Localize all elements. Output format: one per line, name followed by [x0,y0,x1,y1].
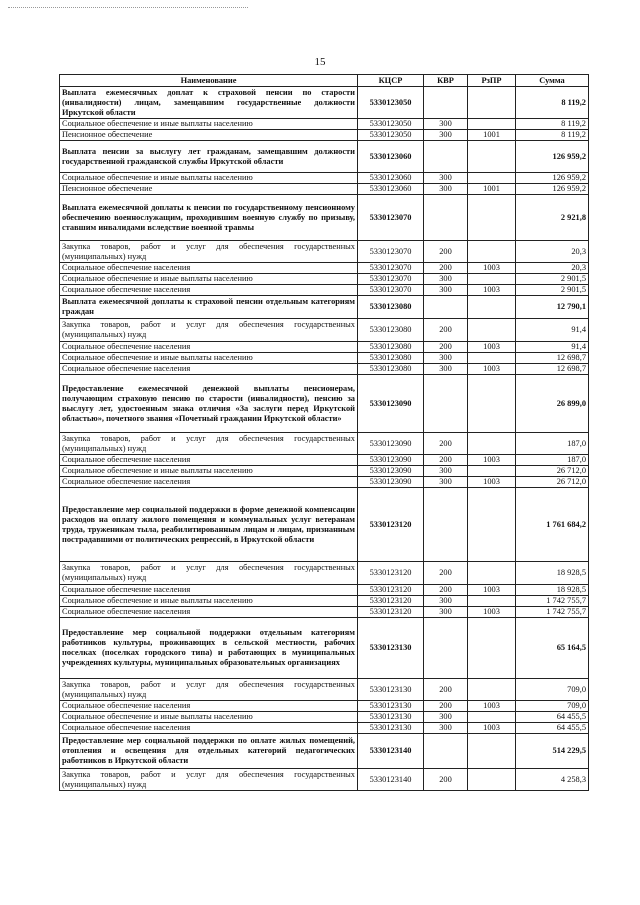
cell-kvr [424,375,468,433]
table-row [60,274,589,285]
table-row [60,184,589,195]
cell-kvr [424,87,468,119]
cell-name: Предоставление мер социальной поддержки по оплате жилых помещений, отопления и освещения для отдельных категорий педагогических работников в Иркутской области [60,734,358,769]
cell-kcsr: 5330123090 [358,433,424,455]
cell-sum: 4 258,3 [516,769,589,791]
cell-rzpr [468,712,516,723]
cell-rzpr [468,488,516,562]
page-number: 15 [314,56,326,68]
cell-rzpr [468,596,516,607]
cell-kvr [424,141,468,173]
cell-kvr: 300 [424,353,468,364]
cell-rzpr [468,353,516,364]
table-row [60,679,589,701]
cell-name: Социальное обеспечение населения [60,701,358,712]
cell-kvr: 200 [424,562,468,585]
cell-sum: 2 901,5 [516,274,589,285]
cell-rzpr [468,274,516,285]
cell-sum: 514 229,5 [516,734,589,769]
cell-rzpr: 1003 [468,364,516,375]
cell-sum: 12 698,7 [516,353,589,364]
cell-kcsr: 5330123060 [358,184,424,195]
cell-kvr: 300 [424,285,468,296]
cell-rzpr: 1003 [468,342,516,353]
cell-kvr: 300 [424,184,468,195]
table-row [60,618,589,679]
table-row [60,723,589,734]
cell-kvr: 200 [424,455,468,466]
scan-corner-mark [8,7,248,12]
cell-name: Социальное обеспечение населения [60,585,358,596]
cell-kcsr: 5330123120 [358,607,424,618]
table-row [60,119,589,130]
cell-rzpr: 1001 [468,130,516,141]
cell-sum: 2 901,5 [516,285,589,296]
cell-kcsr: 5330123130 [358,723,424,734]
table-row [60,477,589,488]
cell-name: Выплата пенсии за выслугу лет гражданам, замещавшим должности государственной гражданской службы Иркутской области [60,141,358,173]
cell-name: Социальное обеспечение населения [60,607,358,618]
table-row [60,734,589,769]
cell-kvr: 200 [424,263,468,274]
cell-name: Закупка товаров, работ и услуг для обеспечения государственных (муниципальных) нужд [60,769,358,791]
cell-name: Закупка товаров, работ и услуг для обеспечения государственных (муниципальных) нужд [60,319,358,342]
cell-sum: 126 959,2 [516,173,589,184]
cell-kcsr: 5330123060 [358,141,424,173]
cell-sum: 91,4 [516,319,589,342]
cell-rzpr: 1003 [468,455,516,466]
table-row [60,562,589,585]
cell-rzpr [468,195,516,241]
cell-name: Предоставление мер социальной поддержки отдельным категориям работников культуры, проживающих в сельской местности, рабочих поселках (поселках городского типа) и работающих в муниципальных учреждениях культуры, муниципальных образовательных организациях [60,618,358,679]
table-row [60,285,589,296]
cell-rzpr [468,173,516,184]
cell-kcsr: 5330123090 [358,375,424,433]
cell-sum: 64 455,5 [516,712,589,723]
cell-sum: 26 712,0 [516,466,589,477]
cell-rzpr: 1003 [468,477,516,488]
table-row [60,87,589,119]
cell-kcsr: 5330123070 [358,285,424,296]
cell-rzpr [468,119,516,130]
cell-kvr [424,296,468,319]
cell-name: Социальное обеспечение населения [60,342,358,353]
table-row [60,353,589,364]
cell-kvr [424,618,468,679]
table-row [60,141,589,173]
cell-kcsr: 5330123050 [358,130,424,141]
header-kcsr: КЦСР [358,75,424,87]
table-row [60,263,589,274]
cell-kvr [424,488,468,562]
cell-kcsr: 5330123130 [358,701,424,712]
cell-kcsr: 5330123090 [358,466,424,477]
cell-kcsr: 5330123080 [358,319,424,342]
cell-sum: 8 119,2 [516,130,589,141]
cell-name: Пенсионное обеспечение [60,130,358,141]
cell-sum: 709,0 [516,701,589,712]
table-header-row [60,75,589,87]
cell-kcsr: 5330123120 [358,596,424,607]
cell-rzpr [468,241,516,263]
cell-rzpr: 1003 [468,263,516,274]
cell-kcsr: 5330123130 [358,679,424,701]
cell-rzpr: 1003 [468,607,516,618]
header-sum: Сумма [516,75,589,87]
cell-kvr: 300 [424,466,468,477]
cell-kvr: 300 [424,274,468,285]
cell-kcsr: 5330123050 [358,119,424,130]
table-row [60,241,589,263]
cell-sum: 1 761 684,2 [516,488,589,562]
cell-name: Закупка товаров, работ и услуг для обеспечения государственных (муниципальных) нужд [60,433,358,455]
cell-kcsr: 5330123140 [358,734,424,769]
cell-name: Социальное обеспечение и иные выплаты населению [60,353,358,364]
cell-sum: 1 742 755,7 [516,596,589,607]
cell-name: Пенсионное обеспечение [60,184,358,195]
cell-name: Закупка товаров, работ и услуг для обеспечения государственных (муниципальных) нужд [60,562,358,585]
cell-kcsr: 5330123050 [358,87,424,119]
cell-sum: 18 928,5 [516,562,589,585]
cell-sum: 18 928,5 [516,585,589,596]
cell-name: Социальное обеспечение населения [60,263,358,274]
cell-kvr: 200 [424,319,468,342]
cell-kcsr: 5330123120 [358,488,424,562]
cell-sum: 126 959,2 [516,184,589,195]
cell-rzpr [468,433,516,455]
cell-name: Закупка товаров, работ и услуг для обеспечения государственных (муниципальных) нужд [60,679,358,701]
cell-kvr: 300 [424,173,468,184]
cell-kvr: 200 [424,342,468,353]
cell-kvr: 300 [424,119,468,130]
cell-rzpr [468,87,516,119]
table-row [60,319,589,342]
table-row [60,342,589,353]
table-body [60,87,589,791]
table-row [60,701,589,712]
cell-sum: 8 119,2 [516,119,589,130]
table-row [60,596,589,607]
cell-kvr: 200 [424,585,468,596]
cell-sum: 20,3 [516,241,589,263]
cell-name: Социальное обеспечение и иные выплаты населению [60,712,358,723]
cell-kvr: 300 [424,723,468,734]
cell-sum: 20,3 [516,263,589,274]
cell-name: Выплата ежемесячной доплаты к страховой пенсии отдельным категориям граждан [60,296,358,319]
table-row [60,712,589,723]
cell-rzpr: 1003 [468,585,516,596]
table-row [60,769,589,791]
cell-kvr: 300 [424,477,468,488]
cell-kcsr: 5330123090 [358,477,424,488]
cell-sum: 8 119,2 [516,87,589,119]
cell-kvr: 200 [424,769,468,791]
cell-name: Социальное обеспечение населения [60,455,358,466]
table-row [60,607,589,618]
cell-sum: 91,4 [516,342,589,353]
cell-name: Социальное обеспечение и иные выплаты населению [60,119,358,130]
cell-kcsr: 5330123070 [358,263,424,274]
cell-sum: 12 698,7 [516,364,589,375]
cell-kcsr: 5330123090 [358,455,424,466]
cell-name: Выплата ежемесячной доплаты к пенсии по государственному пенсионному обеспечению военнослужащим, проходившим военную службу по призыву, ставшим инвалидами вследствие военной травмы [60,195,358,241]
cell-kvr: 200 [424,433,468,455]
cell-rzpr: 1001 [468,184,516,195]
cell-sum: 64 455,5 [516,723,589,734]
cell-kvr: 300 [424,607,468,618]
cell-rzpr [468,679,516,701]
cell-kvr: 300 [424,712,468,723]
cell-name: Предоставление мер социальной поддержки в форме денежной компенсации расходов на оплату жилого помещения и коммунальных услуг ветеранам труда, труженикам тыла, реабилитированным лицам и лицам, признанным пострадавшими от политических репрессий, в Иркутской области [60,488,358,562]
cell-name: Выплата ежемесячных доплат к страховой пенсии по старости (инвалидности) лицам, замещавшим государственные должности Иркутской области [60,87,358,119]
cell-kvr: 300 [424,130,468,141]
cell-kvr: 200 [424,679,468,701]
cell-rzpr [468,618,516,679]
cell-rzpr: 1003 [468,701,516,712]
cell-name: Социальное обеспечение и иные выплаты населению [60,466,358,477]
table-row [60,466,589,477]
cell-rzpr [468,141,516,173]
cell-name: Закупка товаров, работ и услуг для обеспечения государственных (муниципальных) нужд [60,241,358,263]
cell-name: Социальное обеспечение и иные выплаты населению [60,173,358,184]
table-row [60,364,589,375]
cell-kcsr: 5330123080 [358,364,424,375]
cell-kvr: 200 [424,701,468,712]
cell-sum: 126 959,2 [516,141,589,173]
cell-kcsr: 5330123080 [358,296,424,319]
cell-sum: 26 712,0 [516,477,589,488]
cell-kvr: 200 [424,241,468,263]
cell-name: Социальное обеспечение населения [60,364,358,375]
cell-sum: 187,0 [516,433,589,455]
cell-kcsr: 5330123120 [358,585,424,596]
cell-rzpr: 1003 [468,723,516,734]
cell-kcsr: 5330123070 [358,195,424,241]
cell-kcsr: 5330123130 [358,712,424,723]
cell-sum: 187,0 [516,455,589,466]
cell-rzpr [468,319,516,342]
cell-kvr: 300 [424,364,468,375]
cell-kcsr: 5330123060 [358,173,424,184]
cell-kcsr: 5330123120 [358,562,424,585]
cell-name: Социальное обеспечение и иные выплаты населению [60,274,358,285]
cell-kvr: 300 [424,596,468,607]
table-row [60,195,589,241]
header-kvr: КВР [424,75,468,87]
cell-rzpr [468,734,516,769]
table-row [60,585,589,596]
cell-sum: 12 790,1 [516,296,589,319]
cell-name: Социальное обеспечение населения [60,285,358,296]
cell-kcsr: 5330123080 [358,342,424,353]
cell-sum: 2 921,8 [516,195,589,241]
cell-kvr [424,195,468,241]
cell-name: Предоставление ежемесячной денежной выплаты пенсионерам, получающим страховую пенсию по старости (инвалидности), пенсию за выслугу лет, удостоенным знака отличия «За заслуги перед Иркутской областью», почетного звания «Почетный гражданин Иркутской области» [60,375,358,433]
header-name: Наименование [60,75,358,87]
cell-kcsr: 5330123140 [358,769,424,791]
table-row [60,433,589,455]
cell-rzpr: 1003 [468,285,516,296]
cell-name: Социальное обеспечение населения [60,723,358,734]
cell-sum: 26 899,0 [516,375,589,433]
table-row [60,296,589,319]
cell-name: Социальное обеспечение и иные выплаты населению [60,596,358,607]
cell-kvr [424,734,468,769]
budget-table [59,74,589,791]
table-row [60,173,589,184]
cell-rzpr [468,562,516,585]
cell-kcsr: 5330123130 [358,618,424,679]
table-row [60,455,589,466]
cell-rzpr [468,769,516,791]
cell-rzpr [468,375,516,433]
cell-sum: 65 164,5 [516,618,589,679]
cell-sum: 1 742 755,7 [516,607,589,618]
cell-sum: 709,0 [516,679,589,701]
table-row [60,375,589,433]
cell-kcsr: 5330123070 [358,241,424,263]
table-row [60,130,589,141]
cell-rzpr [468,296,516,319]
table-row [60,488,589,562]
cell-rzpr [468,466,516,477]
cell-name: Социальное обеспечение населения [60,477,358,488]
cell-kcsr: 5330123070 [358,274,424,285]
header-rzpr: РзПР [468,75,516,87]
cell-kcsr: 5330123080 [358,353,424,364]
